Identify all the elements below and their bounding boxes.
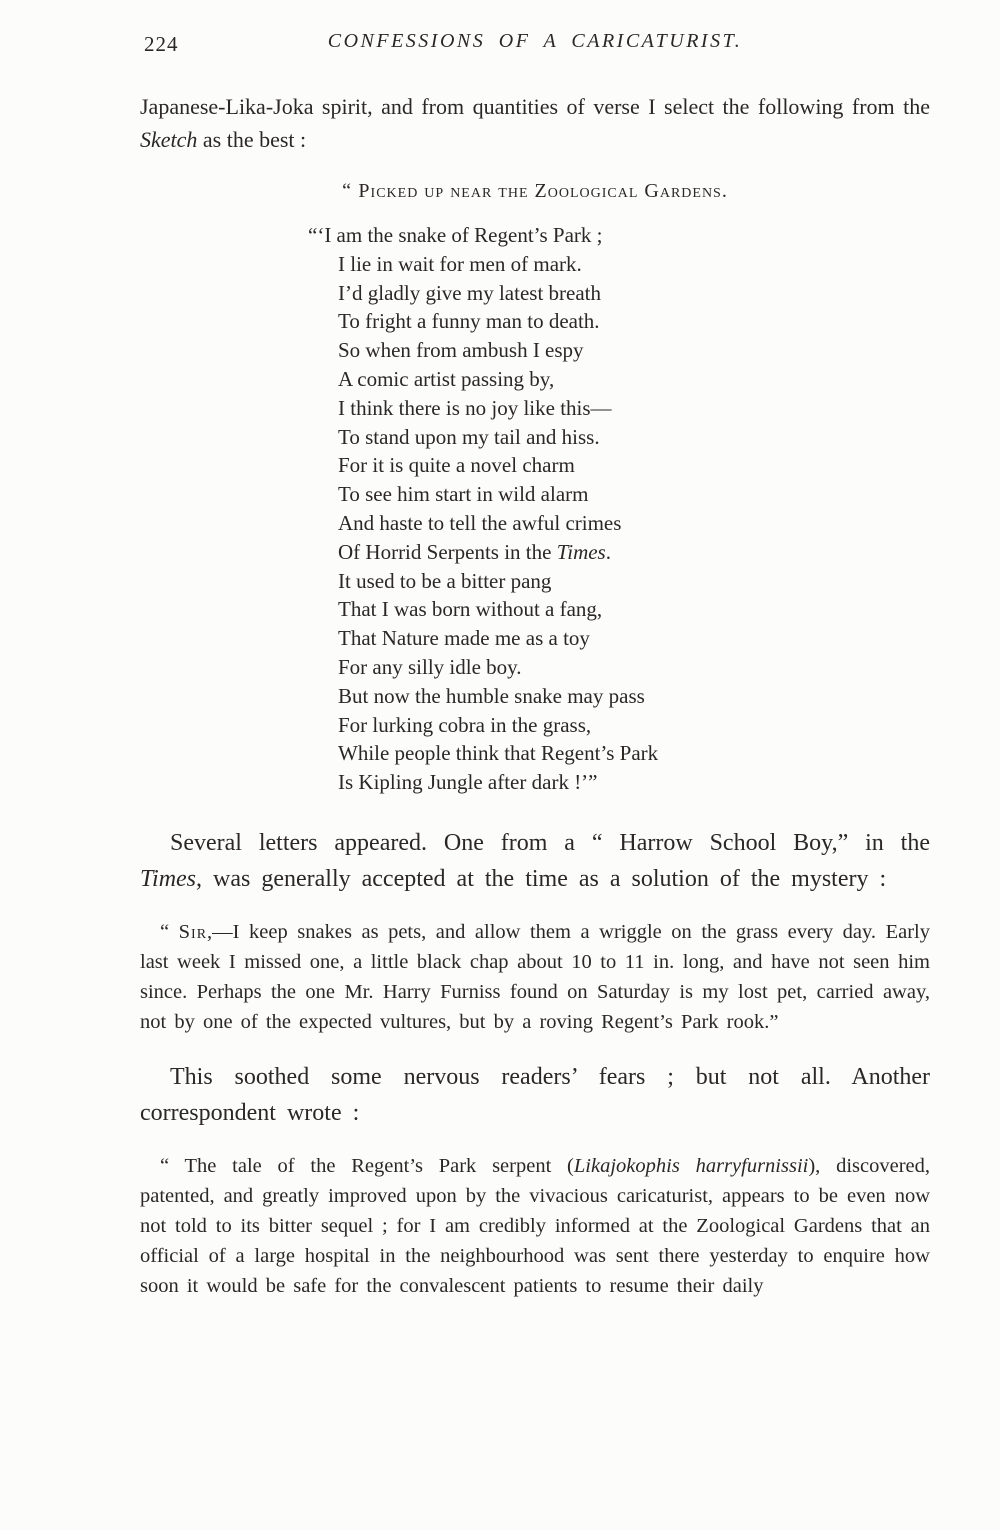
poem-line [338,423,930,452]
text-segment: But now the humble snake may pass [338,683,645,708]
text-segment: Is Kipling Jungle after dark !’” [338,770,598,795]
text-segment: A comic artist passing by, [338,366,555,391]
text-segment: I think there is no joy like this— [338,395,612,420]
poem-line [338,567,930,596]
text-segment: For any silly idle boy. [338,654,522,679]
text-segment: That Nature made me as a toy [338,626,590,651]
poem-line [308,221,930,250]
text-segment: That I was born without a fang, [338,597,603,622]
page-number: 224 [144,32,179,56]
letter-harrow-school-boy [140,917,930,1037]
text-segment: It used to be a bitter pang [338,568,552,593]
poem-line [338,739,930,768]
text-segment: So when from ambush I espy [338,338,584,363]
letter-correspondent [140,1151,930,1301]
poem-line [338,624,930,653]
text-segment: Times [556,539,606,564]
text-segment: While people think that Regent’s Park [338,741,659,766]
poem-heading [140,180,930,203]
page-header [140,30,930,58]
poem-line [338,279,930,308]
poem-line [338,336,930,365]
poem-line [338,653,930,682]
poem [308,221,930,797]
poem-line [338,711,930,740]
poem-line [338,768,930,797]
text-segment: For lurking cobra in the grass, [338,712,592,737]
text-segment: For it is quite a novel charm [338,453,575,478]
poem-line [338,538,930,567]
text-segment: To fright a funny man to death. [338,309,600,334]
paragraph-letters-intro [140,825,930,897]
text-segment: To stand upon my tail and hiss. [338,424,600,449]
text-segment: I lie in wait for men of mark. [338,251,582,276]
text-segment: , was generally accepted at the time as a solution of the mystery : [196,865,887,892]
text-segment: Sir [178,920,208,943]
text-segment: ), discovered, patented, and greatly improved upon by the vivacious caricaturist, appears to be even now not told to its bitter sequel ; for I am credibly informed at the Zoological Gardens that an official of a large hospital in the neighbourhood was sent there yesterday to enquire how soon it would be safe for the convalescent patients to resume their daily [140,1154,931,1297]
text-segment: I’d gladly give my latest breath [338,280,602,305]
poem-line [338,509,930,538]
poem-line [338,307,930,336]
text-segment: Japanese-Lika-Joka spirit, and from quantities of verse I select the following from the [140,94,930,119]
poem-line [338,365,930,394]
poem-line [338,595,930,624]
text-segment: Of Horrid Serpents in the [338,539,557,564]
text-segment: To see him start in wild alarm [338,482,589,507]
poem-line [338,250,930,279]
text-segment: “ The tale of the Regent’s Park serpent ( [160,1154,574,1177]
poem-line [338,394,930,423]
text-segment: Times [140,865,197,892]
poem-line [338,451,930,480]
text-segment: Picked up near the Zoological Gardens. [358,180,728,202]
text-segment: . [605,539,611,564]
paragraph-intro [140,90,930,156]
text-segment: And haste to tell the awful crimes [338,510,622,535]
text-segment: This soothed some nervous readers’ fears ; but not all. Another correspondent wrote : [140,1063,930,1126]
text-segment: ,—I keep snakes as pets, and allow them a wriggle on the grass every day. Early last week I missed one, a little black chap about 10 to 11 in. long, and have not seen him since. Perhaps the one Mr. Harry Furniss found on Saturday is my lost pet, carried away, not by one of the expected vultures, but by a roving Regent’s Park rook.” [140,920,930,1033]
page-body [140,90,930,1301]
text-segment: as the best : [197,127,307,152]
text-segment: Sketch [140,127,198,152]
text-segment: Several letters appeared. One from a “ Harrow School Boy,” in the [170,829,930,856]
paragraph-soothed [140,1059,930,1131]
text-segment: “‘I am the snake of Regent’s Park ; [308,223,603,247]
poem-line [338,682,930,711]
text-segment: Likajokophis harryfurnissii [573,1154,809,1177]
running-title: CONFESSIONS OF A CARICATURIST. [327,30,743,52]
poem-line [338,480,930,509]
text-segment: “ [342,180,359,202]
text-segment: “ [160,920,179,943]
